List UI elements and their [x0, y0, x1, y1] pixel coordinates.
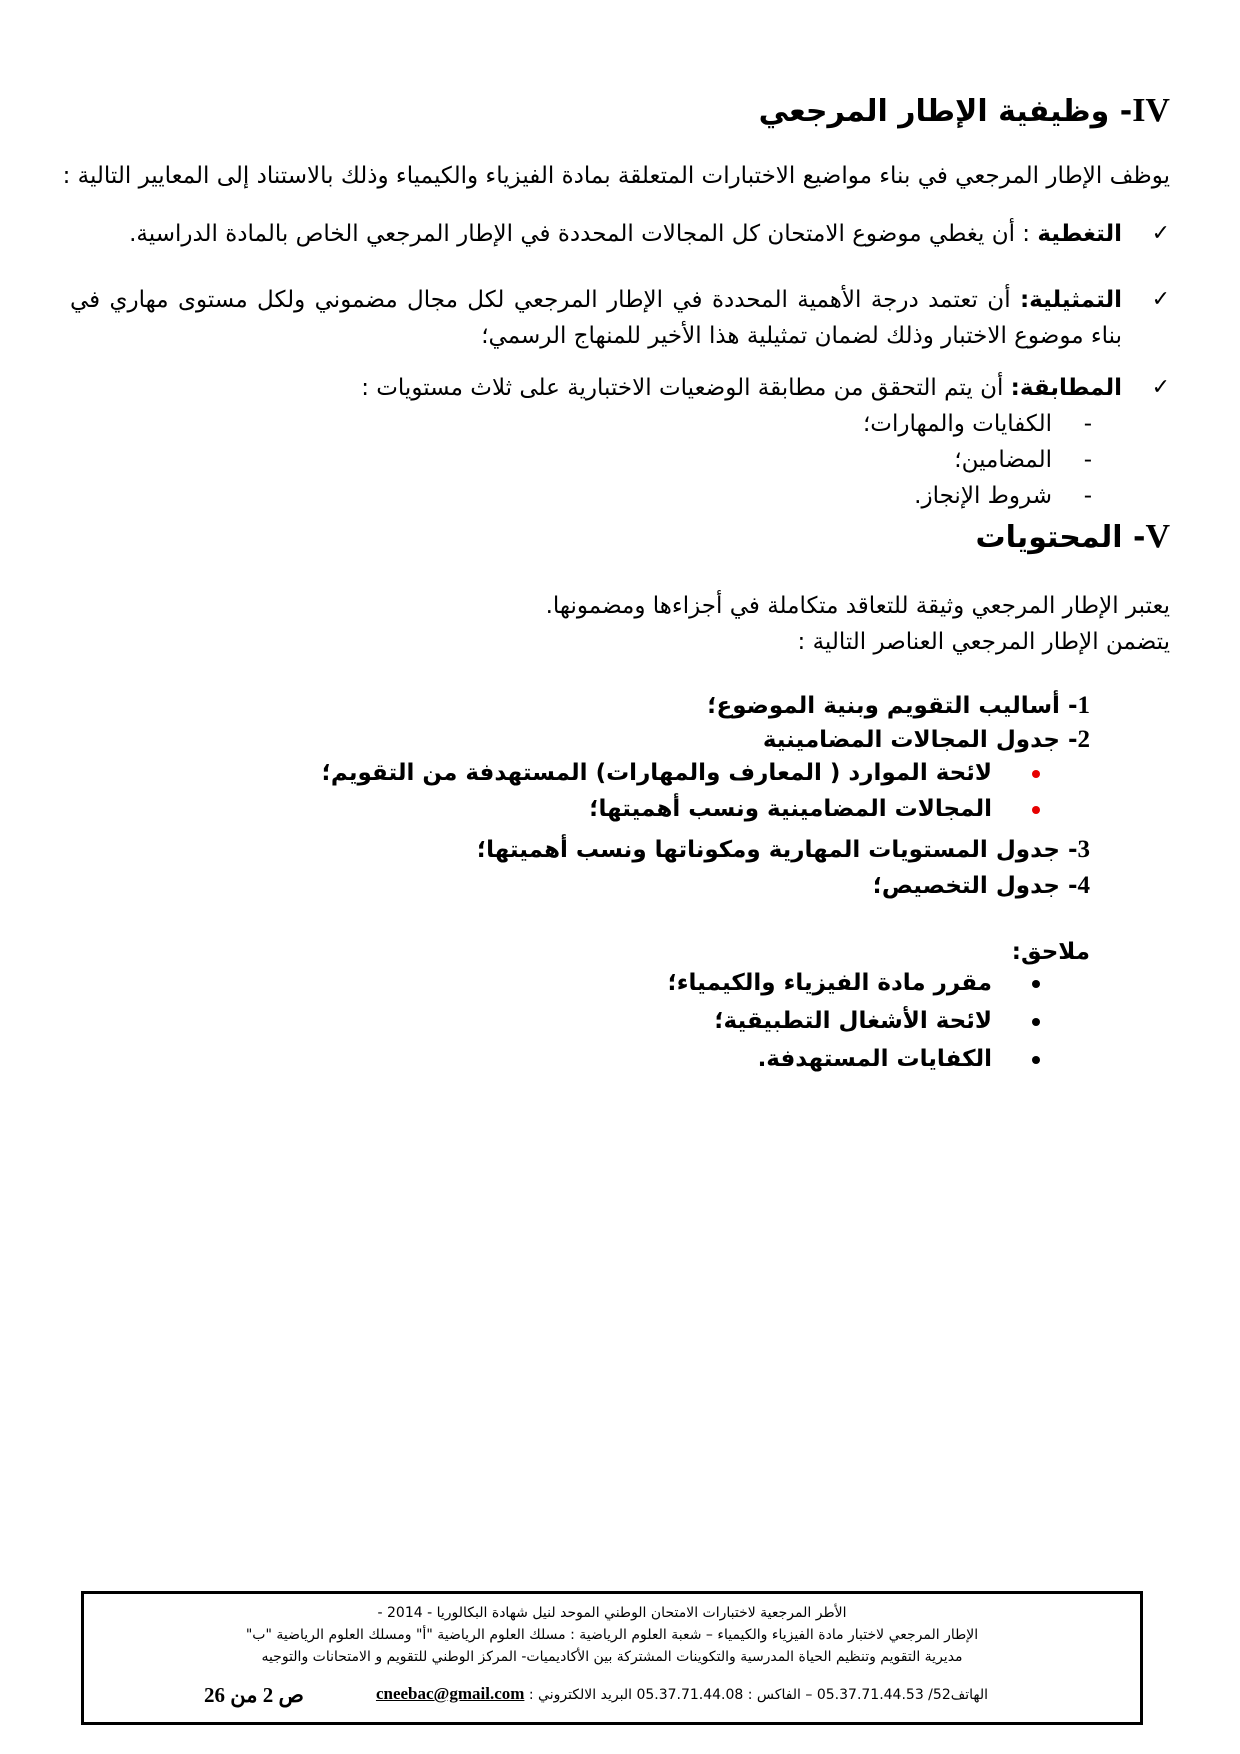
criterion-text: أن يتم التحقق من مطابقة الوضعيات الاختبارية على ثلاث مستويات : — [361, 375, 1011, 401]
section-4-number: IV — [1132, 92, 1170, 129]
bullet-icon — [1032, 980, 1040, 988]
check-icon: ✓ — [1151, 221, 1170, 246]
contents-subitem-1: لائحة الموارد ( المعارف والمهارات) المستهدفة من التقويم؛ — [322, 760, 1040, 786]
section-5-title: - المحتويات — [975, 520, 1146, 555]
section-5-para-1: يعتبر الإطار المرجعي وثيقة للتعاقد متكاملة في أجزاءها ومضمونها. — [545, 593, 1170, 619]
footer-contact — [376, 1683, 988, 1706]
annex-item-1: مقرر مادة الفيزياء والكيمياء؛ — [668, 970, 1040, 996]
list-item: -المضامين؛ — [954, 447, 1092, 473]
red-bullet-icon — [1032, 806, 1040, 814]
section-5-heading — [976, 518, 1170, 556]
section-5-para-2: يتضمن الإطار المرجعي العناصر التالية : — [797, 629, 1170, 655]
annex-item-2: لائحة الأشغال التطبيقية؛ — [714, 1008, 1040, 1034]
footer-email-link[interactable]: cneebac@gmail.com — [375, 1684, 525, 1703]
contents-item-2: 2- جدول المجالات المضامينية — [762, 726, 1090, 753]
contents-item-4: 4- جدول التخصيص؛ — [872, 872, 1090, 899]
section-4-heading — [759, 92, 1170, 130]
criterion-coverage — [70, 216, 1170, 252]
criterion-representativeness — [70, 282, 1170, 354]
page-footer — [81, 1591, 1143, 1725]
list-item: -الكفايات والمهارات؛ — [863, 411, 1092, 437]
footer-line-1: الأطر المرجعية لاختبارات الامتحان الوطني الموحد لنيل شهادة البكالوريا - 2014 - — [377, 1605, 847, 1621]
annex-item-3: الكفايات المستهدفة. — [758, 1046, 1040, 1072]
criterion-term: التمثيلية: — [1019, 287, 1122, 313]
annex-title: ملاحق: — [1011, 939, 1090, 965]
footer-contact-text: الهاتف52/ 05.37.71.44.53 – الفاكس : 05.37.71.44.08 البريد الالكتروني : — [528, 1687, 988, 1703]
criterion-term: التغطية — [1037, 221, 1122, 247]
check-icon: ✓ — [1151, 287, 1170, 312]
criterion-text: : أن يغطي موضوع الامتحان كل المجالات المحددة في الإطار المرجعي الخاص بالمادة الدراسية. — [129, 221, 1038, 247]
section-5-number: V — [1145, 518, 1170, 555]
footer-line-2: الإطار المرجعي لاختبار مادة الفيزياء والكيمياء – شعبة العلوم الرياضية : مسلك العلوم الرياضية "أ" ومسلك العلوم الرياضية "ب" — [245, 1627, 979, 1643]
page-number: ص 2 من 26 — [204, 1683, 304, 1707]
section-4-title: - وظيفية الإطار المرجعي — [758, 94, 1133, 129]
red-bullet-icon — [1032, 770, 1040, 778]
footer-line-3: مديرية التقويم وتنظيم الحياة المدرسية والتكوينات المشتركة بين الأكاديميات- المركز الوطني للتقويم و الامتحانات والتوجيه — [261, 1649, 963, 1665]
criterion-conformity — [70, 370, 1170, 406]
section-4-intro: يوظف الإطار المرجعي في بناء مواضيع الاختبارات المتعلقة بمادة الفيزياء والكيمياء وذلك بالاستناد إلى المعايير التالية : — [62, 163, 1170, 189]
contents-item-1: 1- أساليب التقويم وبنية الموضوع؛ — [707, 692, 1090, 719]
list-item: -شروط الإنجاز. — [914, 483, 1092, 509]
footer-contact-row — [84, 1680, 1140, 1706]
contents-item-3: 3- جدول المستويات المهارية ومكوناتها ونسب أهميتها؛ — [476, 836, 1090, 863]
bullet-icon — [1032, 1018, 1040, 1026]
criterion-text: أن تعتمد درجة الأهمية المحددة في الإطار المرجعي لكل مجال مضموني ولكل مستوى مهاري في بناء موضوع الاختبار وذلك لضمان تمثيلية هذا الأخير للمنهاج الرسمي؛ — [70, 287, 1122, 349]
contents-subitem-2: المجالات المضامينية ونسب أهميتها؛ — [589, 796, 1040, 822]
bullet-icon — [1032, 1056, 1040, 1064]
criterion-term: المطابقة: — [1010, 375, 1122, 401]
check-icon: ✓ — [1151, 375, 1170, 400]
conformity-levels — [863, 406, 1092, 514]
